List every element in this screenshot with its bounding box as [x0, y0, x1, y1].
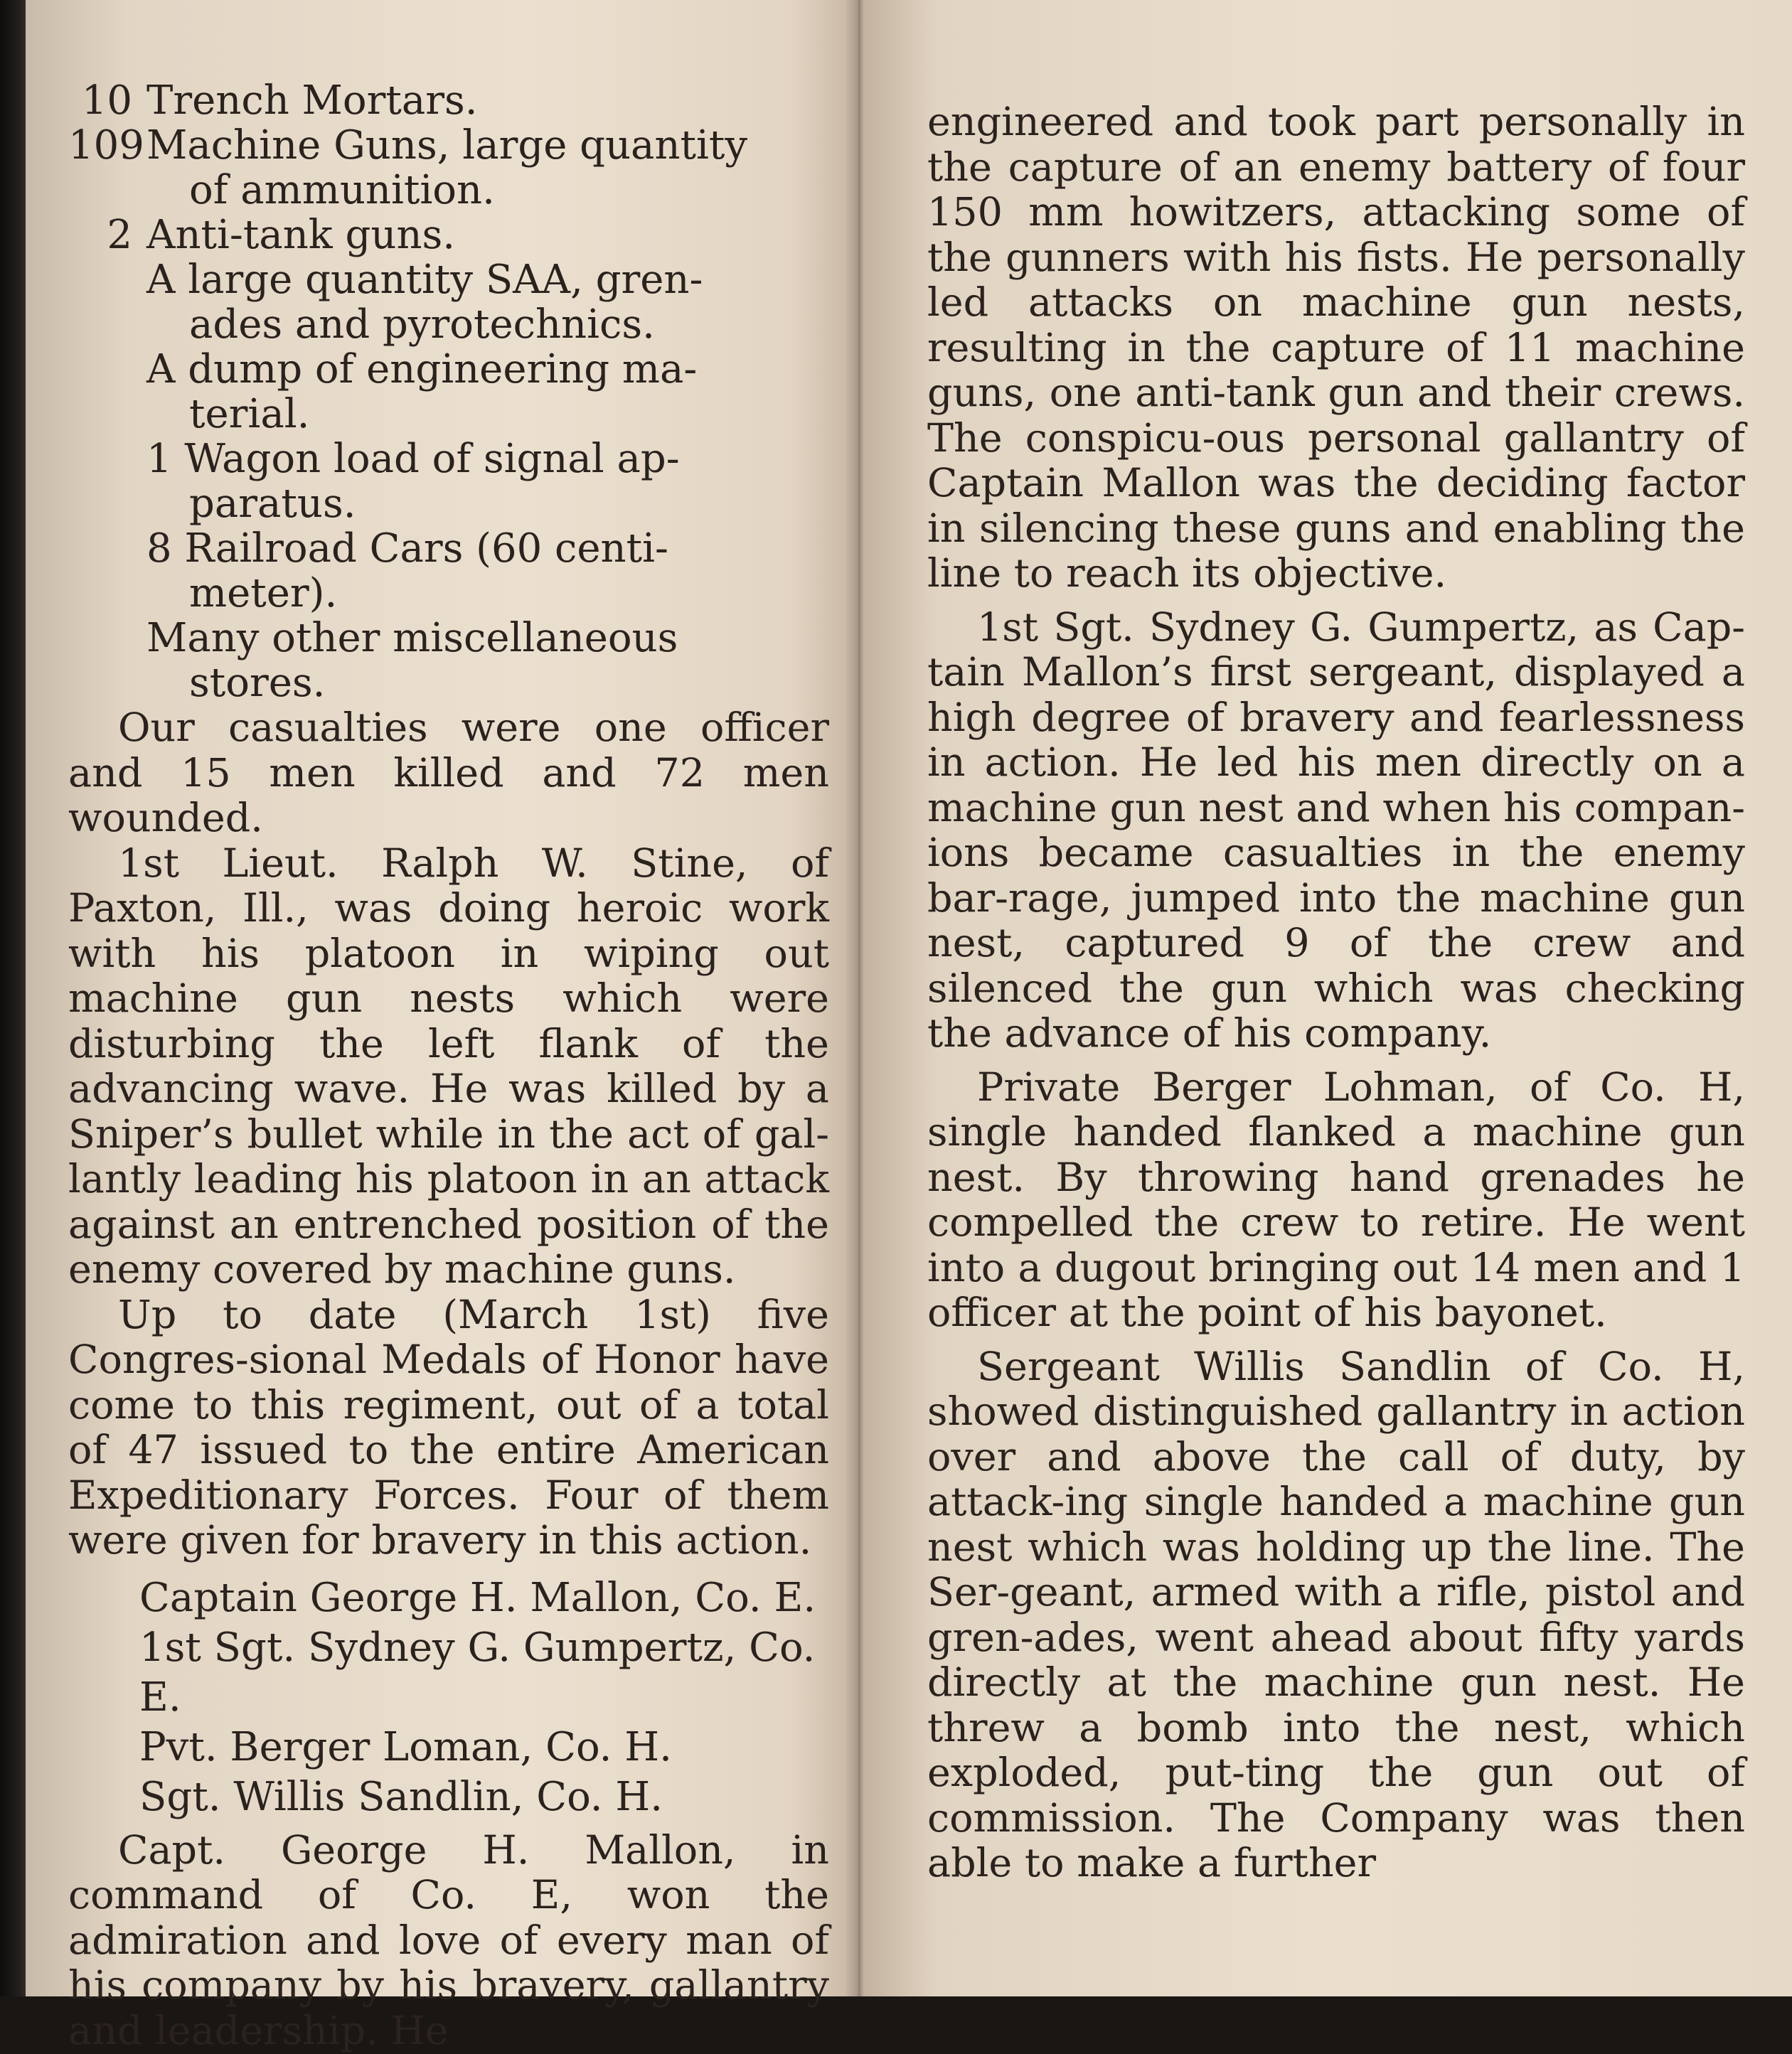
list-item	[68, 123, 829, 213]
sandlin-paragraph: Sergeant Willis Sandlin of Co. H, showed distinguished gallantry in action over and above the call of duty, by attack-ing single handed a machine gun nest which was holding up the line. The Ser-geant, armed with a rifle, pistol and gren-ades, went ahead about fifty yards directly at the machine gun nest. He threw a bomb into the nest, which exploded, put-ting the gun out of commission. The Company was then able to make a further	[927, 1343, 1745, 1886]
list-item: Captain George H. Mallon, Co. E.	[139, 1574, 816, 1621]
item-text: 1 Wagon load of signal ap-paratus.	[146, 436, 680, 527]
item-text: Machine Guns, large quantity of ammunition.	[146, 122, 748, 213]
list-item	[68, 257, 829, 347]
lohman-paragraph: Private Berger Lohman, of Co. H, single handed flanked a machine gun nest. By throwing hand grenades he compelled the crew to retire. He went into a dugout bringing out 14 men and 1 officer at the point of his bayonet.	[927, 1064, 1745, 1336]
list-item: 1st Sgt. Sydney G. Gumpertz, Co. E.	[139, 1624, 816, 1721]
item-count	[68, 437, 146, 526]
mallon-paragraph: Capt. George H. Mallon, in command of Co. E, won the admiration and love of every man of his company by his bravery, gallantry and leadership. He	[68, 1826, 829, 2054]
list-item	[68, 213, 829, 257]
stine-paragraph: 1st Lieut. Ralph W. Stine, of Paxton, Ill., was doing heroic work with his platoon in wiping out machine gun nests which were disturbing the left flank of the advancing wave. He was killed by a Sniper’s bullet while in the act of gal-lantly leading his platoon in an attack against an entrenched position of the enemy covered by machine guns.	[68, 840, 829, 1293]
list-item: Pvt. Berger Loman, Co. H.	[139, 1723, 672, 1770]
casualties-paragraph: Our casualties were one officer and 15 men killed and 72 men wounded.	[68, 705, 829, 841]
left-page	[26, 0, 858, 2054]
list-item: Sgt. Willis Sandlin, Co. H.	[139, 1773, 663, 1820]
list-item	[68, 437, 829, 526]
item-count	[68, 616, 146, 705]
item-count: 10	[81, 77, 132, 124]
item-text: Anti-tank guns.	[146, 212, 456, 258]
item-count	[68, 526, 146, 616]
book-binding	[0, 0, 28, 1996]
item-count: 2	[107, 212, 132, 258]
item-count	[68, 347, 146, 437]
list-item	[68, 78, 829, 123]
list-item	[68, 347, 829, 437]
item-count	[68, 257, 146, 347]
item-text: A large quantity SAA, gren-ades and pyrotechnics.	[146, 257, 703, 348]
list-item	[68, 526, 829, 616]
item-count: 109	[68, 122, 144, 169]
list-item	[68, 616, 829, 705]
item-text: Trench Mortars.	[146, 77, 478, 124]
item-text: 8 Railroad Cars (60 centi-meter).	[146, 525, 668, 616]
gumpertz-paragraph: 1st Sgt. Sydney G. Gumpertz, as Cap-tain Mallon’s first sergeant, displayed a high degree of bravery and fearlessness in action. He led his men directly on a machine gun nest and when his compan-ions became casualties in the enemy bar-rage, jumped into the machine gun nest, captured 9 of the crew and silenced the gun which was checking the advance of his company.	[927, 604, 1745, 1057]
mallon-continuation: engineered and took part personally in the capture of an enemy battery of four 150 mm howitzers, attacking some of the gunners with his fists. He personally led attacks on machine gun nests, resulting in the capture of 11 machine guns, one anti-tank gun and their crews. The conspicu-ous personal gallantry of Captain Mallon was the deciding factor in silencing these guns and enabling the line to reach its objective.	[927, 99, 1745, 597]
medal-recipients-list	[139, 1573, 829, 1822]
item-text: Many other miscellaneous stores.	[146, 615, 678, 706]
item-text: A dump of engineering ma-terial.	[146, 346, 698, 437]
medals-paragraph: Up to date (March 1st) five Congres-sional Medals of Honor have come to this regiment, out of a total of 47 issued to the entire American Expeditionary Forces. Four of them were given for bravery in this action.	[68, 1291, 829, 1563]
captured-materiel-list	[68, 78, 829, 705]
right-page	[863, 0, 1792, 1996]
